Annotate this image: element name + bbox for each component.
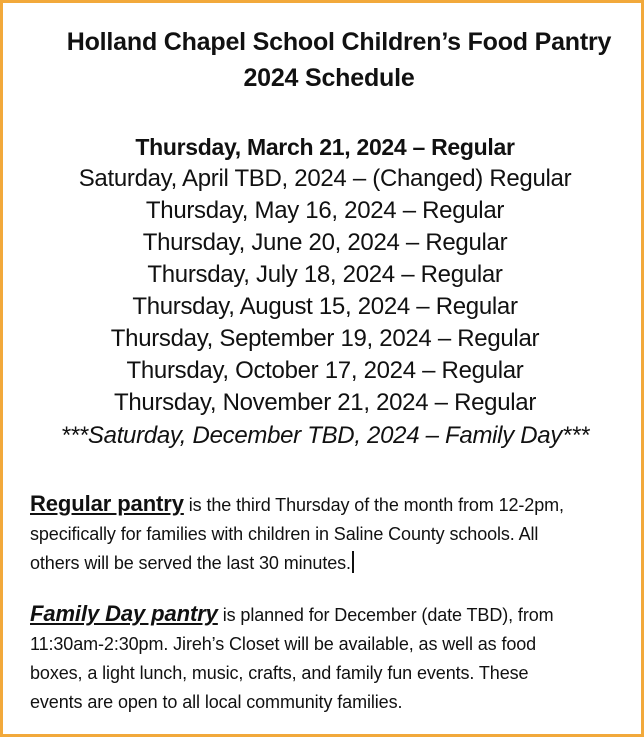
flyer-subtitle: 2024 Schedule: [243, 64, 415, 92]
schedule-date-march: Thursday, March 21, 2024 – Regular: [135, 134, 515, 160]
regular-pantry-text-3: others will be served the last 30 minutes.: [30, 553, 351, 573]
schedule-date-may: Thursday, May 16, 2024 – Regular: [145, 197, 505, 224]
family-day-heading: Family Day pantry: [30, 601, 218, 626]
flyer-title: Holland Chapel School Children’s Food Pantry: [66, 28, 612, 56]
schedule-date-june: Thursday, June 20, 2024 – Regular: [142, 229, 508, 256]
family-day-text-1: is planned for December (date TBD), from: [217, 605, 554, 625]
schedule-date-november: Thursday, November 21, 2024 – Regular: [113, 389, 537, 416]
family-day-text-2: 11:30am-2:30pm. Jireh’s Closet will be available, as well as food: [30, 634, 537, 654]
schedule-date-july: Thursday, July 18, 2024 – Regular: [147, 261, 503, 288]
regular-pantry-paragraph: [30, 489, 630, 578]
schedule-date-october: Thursday, October 17, 2024 – Regular: [126, 357, 524, 384]
family-day-paragraph: [30, 599, 630, 717]
regular-pantry-text-2: specifically for families with children in Saline County schools. All: [30, 524, 539, 544]
regular-pantry-heading: Regular pantry: [30, 491, 184, 516]
family-day-text-3: boxes, a light lunch, music, crafts, and family fun events. These: [30, 663, 529, 683]
schedule-date-september: Thursday, September 19, 2024 – Regular: [110, 325, 540, 352]
schedule-date-august: Thursday, August 15, 2024 – Regular: [132, 293, 518, 320]
text-cursor: [352, 551, 354, 573]
regular-pantry-text-1: is the third Thursday of the month from 12-2pm,: [183, 495, 564, 515]
schedule-date-april: Saturday, April TBD, 2024 – (Changed) Regular: [78, 165, 572, 192]
family-day-text-4: events are open to all local community families.: [30, 692, 403, 712]
schedule-date-december-family-day: ***Saturday, December TBD, 2024 – Family Day***: [60, 422, 590, 449]
